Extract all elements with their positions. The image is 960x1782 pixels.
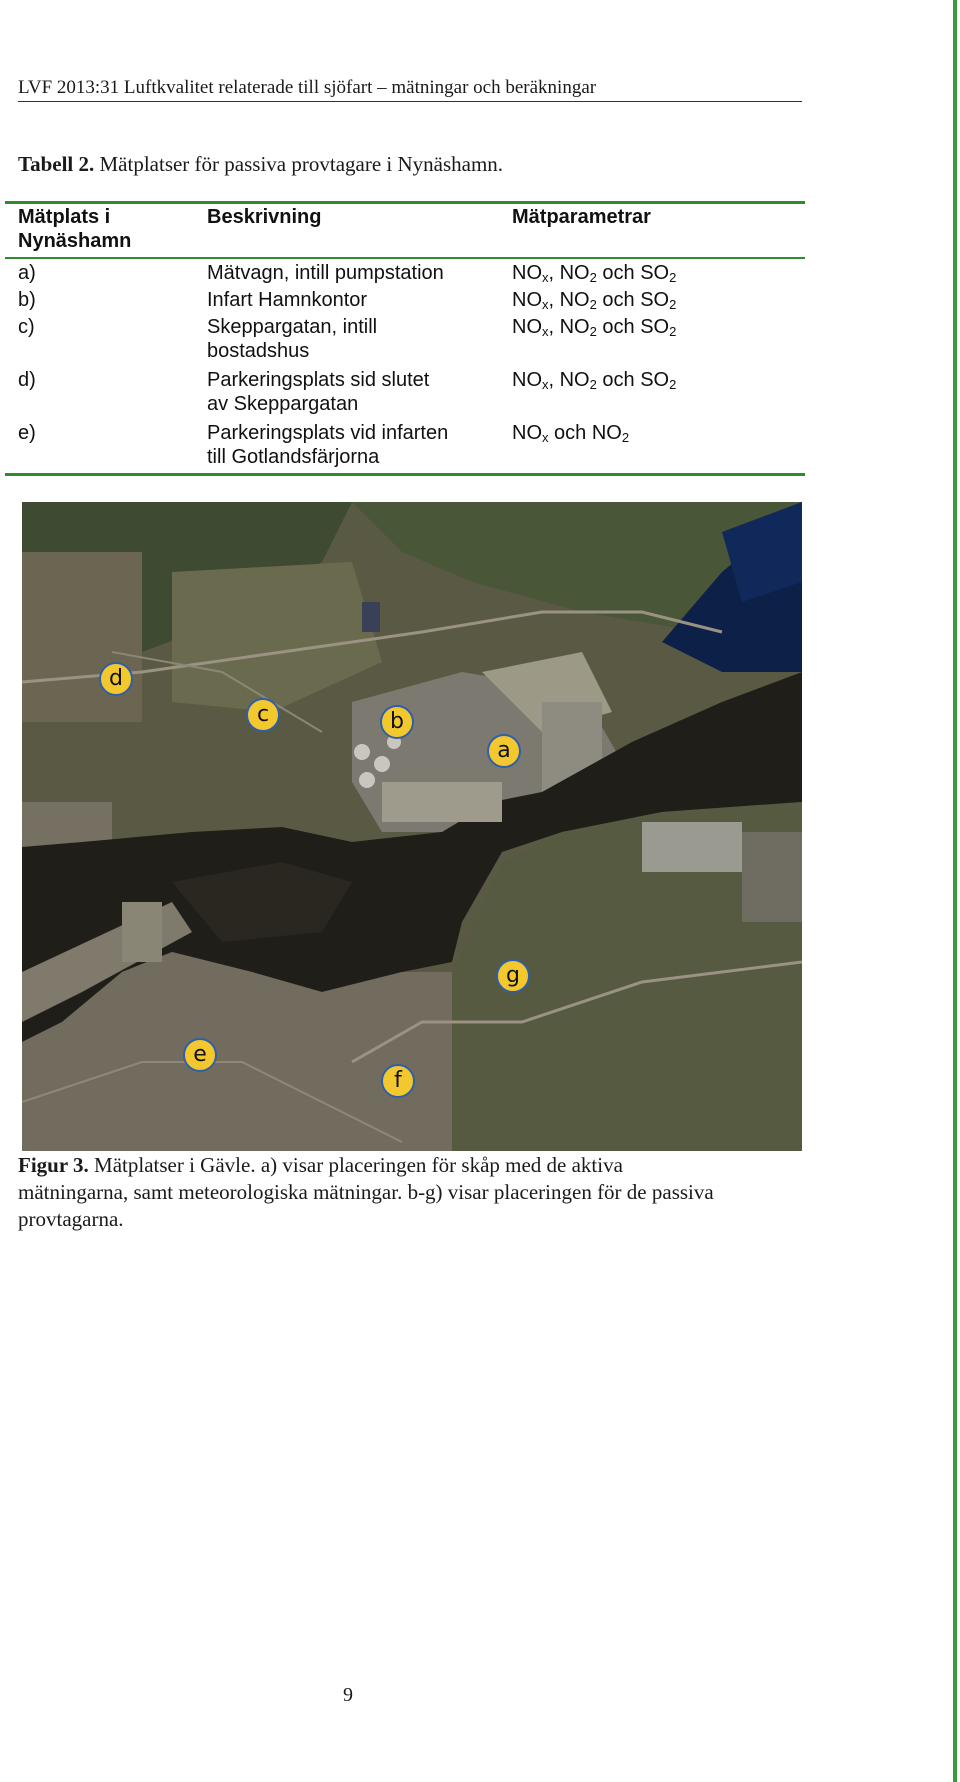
page-edge-rule: [953, 0, 957, 1782]
description-line2: till Gotlandsfärjorna: [207, 446, 380, 468]
aerial-photo-drawing: [22, 502, 802, 1151]
description-line1: Parkeringsplats sid slutet: [207, 369, 430, 391]
table-caption-label: Tabell 2.: [18, 152, 95, 176]
map-marker-d: d: [99, 662, 133, 696]
table-caption: [18, 152, 503, 177]
map-marker-e: e: [183, 1038, 217, 1072]
table-row-parameters: $NO_x$, $NO_2$ och $SO_2$: [512, 262, 677, 285]
table-row-description: Infart Hamnkontor: [207, 289, 368, 311]
running-header: LVF 2013:31 Luftkvalitet relaterade till sjöfart – mätningar och beräkningar: [18, 77, 597, 98]
description-line2: av Skeppargatan: [207, 393, 359, 415]
map-marker-a: a: [487, 734, 521, 768]
table-row-description: [207, 421, 448, 469]
figure-caption-label: Figur 3.: [18, 1153, 89, 1177]
table-header-location: [18, 205, 131, 253]
map-marker-g: g: [496, 959, 530, 993]
table-row-id: b): [18, 289, 36, 311]
table-row-parameters: $NO_x$, $NO_2$ och $SO_2$: [512, 316, 677, 339]
table-row-id: c): [18, 316, 35, 338]
table-top-rule: [5, 201, 805, 204]
aerial-photo: [22, 502, 802, 1151]
table-row-parameters: $NO_x$, $NO_2$ och $SO_2$: [512, 369, 677, 392]
map-marker-c: c: [246, 698, 280, 732]
map-marker-b: b: [380, 705, 414, 739]
table-row-id: e): [18, 422, 36, 444]
table-row-description: Mätvagn, intill pumpstation: [207, 262, 444, 284]
table-row-parameters: $NO_x$ och $NO_2$: [512, 422, 630, 445]
table-header-rule: [5, 257, 805, 259]
map-marker-f: f: [381, 1064, 415, 1098]
description-line1: Skeppargatan, intill: [207, 316, 378, 338]
table-row-id: d): [18, 369, 36, 391]
figure-caption-text: Mätplatser i Gävle. a) visar placeringen för skåp med de aktiva mätningarna, samt meteorologiska mätningar. b-g) visar placeringen för de passiva provtagarna.: [18, 1153, 714, 1231]
table-row-id: a): [18, 262, 36, 284]
table-row-description: [207, 368, 429, 416]
table-row-description: [207, 315, 377, 363]
description-line2: bostadshus: [207, 340, 310, 362]
description-line1: Parkeringsplats vid infarten: [207, 422, 449, 444]
table-bottom-rule: [5, 473, 805, 476]
table-row-parameters: $NO_x$, $NO_2$ och $SO_2$: [512, 289, 677, 312]
header-divider: [18, 101, 802, 102]
table-header-parameters: Mätparametrar: [512, 206, 651, 228]
figure-caption: [18, 1152, 718, 1233]
table-caption-text: Mätplatser för passiva provtagare i Nynäshamn.: [94, 152, 504, 176]
table-header-description: Beskrivning: [207, 206, 322, 228]
header-location-line1: Mätplats i: [18, 206, 111, 228]
page-number: 9: [343, 1684, 353, 1706]
header-location-line2: Nynäshamn: [18, 230, 132, 252]
